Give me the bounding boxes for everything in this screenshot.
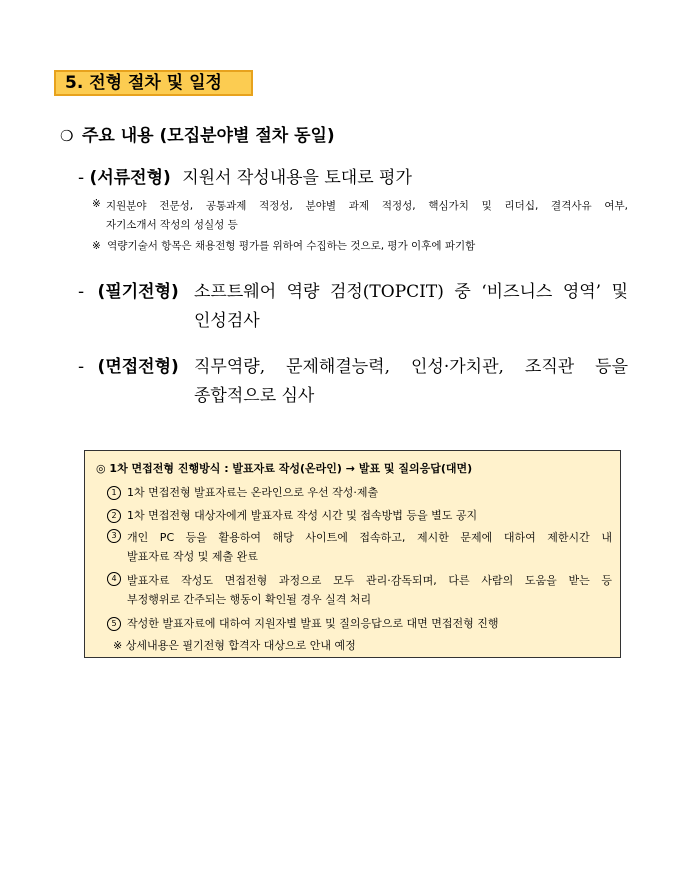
interview-process-title: ◎ 1차 면접전형 진행방식 : 발표자료 작성(온라인) → 발표 및 질의응답(대면) [96, 462, 473, 475]
written-test-line2: 인성검사 [194, 311, 260, 331]
circle-bullet-icon: ❍ [60, 127, 74, 145]
process-step-2 [107, 507, 477, 523]
interview-label: (면접전형) [97, 357, 179, 377]
process-step-5-text: 작성한 발표자료에 대하여 지원자별 발표 및 질의응답으로 대면 면접전형 진행 [127, 617, 499, 630]
note-2-text: 역량기술서 항목은 채용전형 평가를 위하여 수집하는 것으로, 평가 이후에 파기함 [107, 240, 476, 252]
main-heading-text: 주요 내용 (모집분야별 절차 동일) [82, 126, 335, 146]
process-step-2-text: 1차 면접전형 대상자에게 발표자료 작성 시간 및 접속방법 등을 별도 공지 [127, 509, 478, 522]
process-step-4-line1: 발표자료 작성도 면접전형 과정으로 모두 관리·감독되며, 다른 사람의 도움을 받는 등 [127, 574, 612, 587]
note-1 [92, 198, 101, 210]
interview-line2: 종합적으로 심사 [194, 386, 315, 406]
process-step-5 [107, 615, 499, 631]
dash-marker: - [78, 168, 85, 188]
main-heading [60, 121, 335, 146]
written-test-line1: 소프트웨어 역량 검정(TOPCIT) 중 ‘비즈니스 영역’ 및 [194, 282, 628, 302]
process-step-1-text: 1차 면접전형 발표자료는 온라인으로 우선 작성·제출 [127, 486, 379, 499]
process-step-1 [107, 484, 378, 500]
circled-number-5: 5 [107, 617, 121, 631]
circled-number-3: 3 [107, 529, 121, 543]
note-1-line2: 자기소개서 작성의 성실성 등 [106, 219, 238, 231]
note-2 [92, 238, 475, 253]
written-test-item [78, 277, 179, 302]
circled-number-2: 2 [107, 509, 121, 523]
process-step-3-line2: 발표자료 작성 및 제출 완료 [127, 550, 258, 563]
circled-number-4: 4 [107, 572, 121, 586]
written-test-label: (필기전형) [97, 282, 179, 302]
dash-marker: - [78, 357, 85, 377]
process-step-3-line1: 개인 PC 등을 활용하여 해당 사이트에 접속하고, 제시한 문제에 대하여 제한시간 내 [127, 531, 612, 544]
process-step-3 [107, 529, 127, 543]
interview-process-box [84, 450, 621, 658]
section-title: 5. 전형 절차 및 일정 [54, 70, 253, 96]
document-screening-text: 지원서 작성내용을 토대로 평가 [182, 168, 412, 188]
document-screening-item [78, 163, 412, 188]
interview-line1: 직무역량, 문제해결능력, 인성·가치관, 조직관 등을 [194, 357, 628, 377]
circled-number-1: 1 [107, 486, 121, 500]
infobox-footnote: ※ 상세내용은 필기전형 합격자 대상으로 안내 예정 [113, 639, 356, 652]
dash-marker: - [78, 282, 85, 302]
note-mark: ※ [92, 198, 101, 210]
interview-item [78, 352, 179, 377]
process-step-4 [107, 572, 127, 586]
note-mark: ※ [92, 240, 101, 252]
document-screening-label: (서류전형) [89, 168, 171, 188]
note-1-line1: 지원분야 전문성, 공통과제 적정성, 분야별 과제 적정성, 핵심가치 및 리더십, 결격사유 여부, [106, 200, 628, 212]
process-step-4-line2: 부정행위로 간주되는 행동이 확인될 경우 실격 처리 [127, 593, 372, 606]
